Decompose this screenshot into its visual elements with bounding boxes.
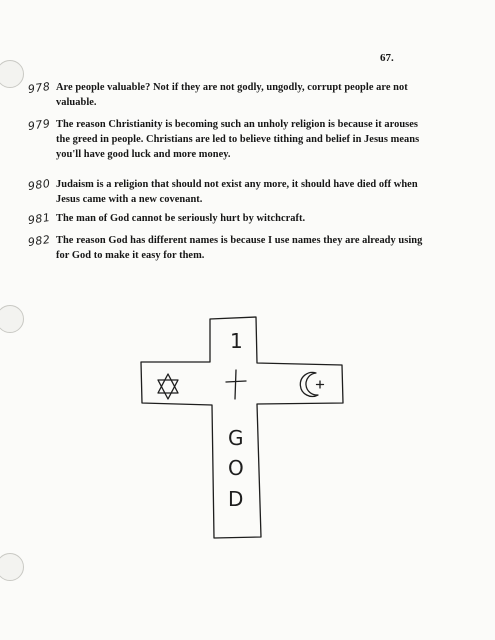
entry-number: 981 — [27, 210, 52, 227]
punch-hole — [0, 60, 24, 88]
entry-text: The man of God cannot be seriously hurt by witchcraft. — [56, 213, 306, 224]
entry-text: Are people valuable? Not if they are not godly, ungodly, corrupt people are not valuable. — [56, 82, 408, 108]
god-letter-d: D — [228, 487, 244, 511]
entry-number: 978 — [27, 79, 52, 96]
entry-text: The reason God has different names is because I use names they are already using for God to make it easy for them. — [56, 235, 423, 261]
cross-icon — [226, 370, 246, 399]
entry-number: 979 — [27, 116, 52, 133]
star-of-david-icon — [158, 374, 178, 399]
entry-number: 982 — [27, 232, 52, 249]
crescent-star-icon — [300, 372, 323, 396]
punch-hole — [0, 305, 24, 333]
page-number: 67. — [380, 52, 394, 64]
entry-text: Judaism is a religion that should not exist any more, it should have died off when Jesus came with a new covenant. — [56, 179, 418, 205]
cross-drawing — [130, 315, 360, 540]
god-letter-g: G — [228, 426, 244, 450]
punch-hole — [0, 553, 24, 581]
god-letter-o: O — [228, 456, 244, 480]
entry-text: The reason Christianity is becoming such an unholy religion is because it arouses the greed in people. Christians are led to believe tithing and belief in Jesus means you'll have good luck and more money. — [56, 119, 420, 160]
cross-top-number: 1 — [230, 329, 243, 353]
entry-number: 980 — [27, 176, 52, 193]
